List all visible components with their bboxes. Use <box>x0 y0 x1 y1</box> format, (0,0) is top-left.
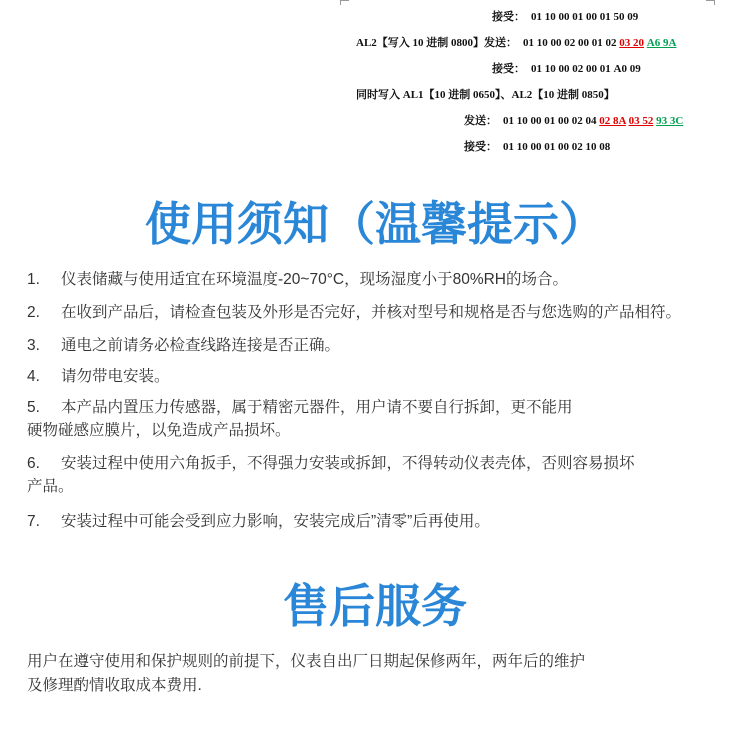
protocol-prefix: AL2【写入 10 进制 0800】发送： <box>356 37 518 49</box>
note-item-6-continuation: 产品。 <box>27 478 74 495</box>
protocol-label: 接受： <box>464 141 497 153</box>
note-item-4: 4. 请勿带电安装。 <box>27 368 170 385</box>
protocol-label: 发送： <box>464 115 497 127</box>
protocol-row-write-both <box>356 88 615 102</box>
protocol-crc-highlight: A6 9A <box>646 37 677 49</box>
protocol-data: 01 10 00 01 00 01 50 09 <box>531 11 639 23</box>
protocol-value-highlight: 02 8A <box>599 115 626 127</box>
after-sales-line-1: 用户在遵守使用和保护规则的前提下，仪表自出厂日期起保修两年，两年后的维护 <box>27 653 586 670</box>
note-item-2: 2. 在收到产品后，请检查包装及外形是否完好，并核对型号和规格是否与您选购的产品相符。 <box>27 304 682 321</box>
after-sales-text <box>27 650 727 698</box>
note-item-5: 5. 本产品内置压力传感器，属于精密元器件，用户请不要自行拆卸，更不能用 硬物碰感应膜片，以免造成产品损坏。 <box>27 399 573 439</box>
page-corner-mark-right <box>706 0 715 5</box>
protocol-data: 01 10 00 01 00 02 10 08 <box>503 141 611 153</box>
protocol-label: 接受： <box>492 11 525 23</box>
protocol-data: 01 10 00 01 00 02 04 <box>503 115 597 127</box>
page-corner-mark-left <box>340 0 349 5</box>
protocol-row-receive-1 <box>492 10 638 24</box>
notes-heading: 使用须知（温馨提示） <box>145 197 605 251</box>
protocol-text: 同时写入 AL1【10 进制 0650】、AL2【10 进制 0850】 <box>356 89 615 101</box>
protocol-row-receive-3 <box>464 140 610 154</box>
protocol-data: 01 10 00 02 00 01 A0 09 <box>531 63 641 75</box>
protocol-value-highlight: 03 52 <box>628 115 654 127</box>
note-item-3: 3. 通电之前请务必检查线路连接是否正确。 <box>27 337 341 354</box>
protocol-crc-highlight: 93 3C <box>656 115 684 127</box>
after-sales-heading: 售后服务 <box>283 579 467 633</box>
protocol-row-send-both <box>464 114 683 128</box>
after-sales-line-2: 及修理酌情收取成本费用. <box>27 677 202 694</box>
protocol-value-highlight: 03 20 <box>619 37 645 49</box>
protocol-row-receive-2 <box>492 62 641 76</box>
protocol-data: 01 10 00 02 00 01 02 <box>523 37 617 49</box>
protocol-label: 接受： <box>492 63 525 75</box>
protocol-row-send-al2 <box>356 36 676 50</box>
note-item-7: 7. 安装过程中可能会受到应力影响，安装完成后”清零”后再使用。 <box>27 513 490 530</box>
note-item-6: 6. 安装过程中使用六角扳手，不得强力安装或拆卸，不得转动仪表壳体，否则容易损坏 产品。 <box>27 455 635 495</box>
note-item-1: 1. 仪表储藏与使用适宜在环境温度-20~70°C，现场湿度小于80%RH的场合。 <box>27 271 568 288</box>
note-item-5-continuation: 硬物碰感应膜片，以免造成产品损坏。 <box>27 422 291 439</box>
